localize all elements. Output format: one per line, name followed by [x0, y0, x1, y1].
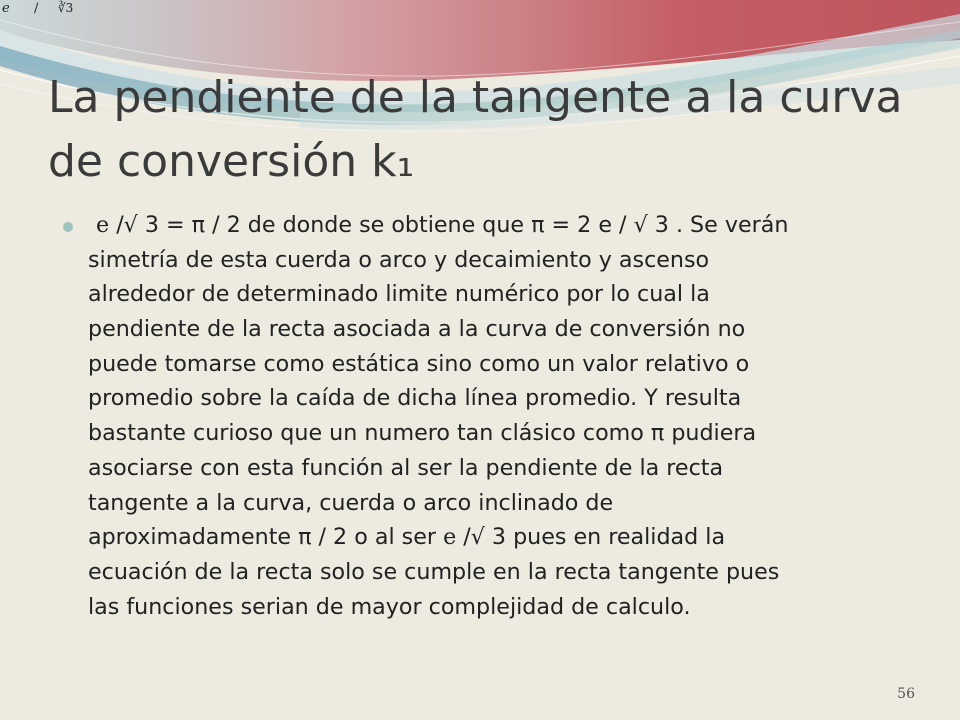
- slide-title-text: La pendiente de la tangente a la curva de conversión k: [48, 72, 903, 187]
- paragraph-line: ecuación de la recta solo se cumple en la recta tangente pues: [88, 558, 780, 585]
- paragraph-line-text: /√ 3 pues en realidad la: [456, 524, 726, 551]
- paragraph-line: puede tomarse como estática sino como un valor relativo o: [88, 350, 750, 377]
- paragraph-line: asociarse con esta función al ser la pendiente de la recta: [88, 454, 724, 481]
- formula-e: e: [96, 212, 110, 238]
- bullet-paragraph: [88, 208, 928, 624]
- slide-title: [48, 66, 928, 194]
- page-number: 56: [897, 686, 915, 702]
- paragraph-line: pendiente de la recta asociada a la curva de conversión no: [88, 316, 746, 343]
- paragraph-line: simetría de esta cuerda o arco y decaimiento y ascenso: [88, 246, 710, 273]
- paragraph-line: [88, 208, 928, 243]
- slide-title-subscript: ₁: [396, 136, 415, 187]
- paragraph-line-text: aproximadamente π / 2 o al ser: [88, 524, 444, 551]
- bullet-icon: [63, 222, 73, 232]
- paragraph-line: bastante curioso que un numero tan clásico como π pudiera: [88, 420, 757, 447]
- paragraph-line: promedio sobre la caída de dicha línea promedio. Y resulta: [88, 385, 742, 412]
- paragraph-line: tangente a la curva, cuerda o arco inclinado de: [88, 489, 614, 516]
- paragraph-line: [88, 520, 928, 555]
- formula-e: e: [443, 524, 457, 551]
- paragraph-line: las funciones serian de mayor complejidad de calculo.: [88, 593, 691, 620]
- corner-formula-slash: /: [34, 1, 39, 16]
- corner-formula-e: e: [2, 1, 10, 16]
- paragraph-line: alrededor de determinado limite numérico por lo cual la: [88, 281, 710, 308]
- paragraph-line-text: /√ 3 = π / 2 de donde se obtiene que π = 2 e / √ 3 . Se verán: [109, 212, 789, 238]
- corner-formula-root: ∛3: [58, 1, 74, 15]
